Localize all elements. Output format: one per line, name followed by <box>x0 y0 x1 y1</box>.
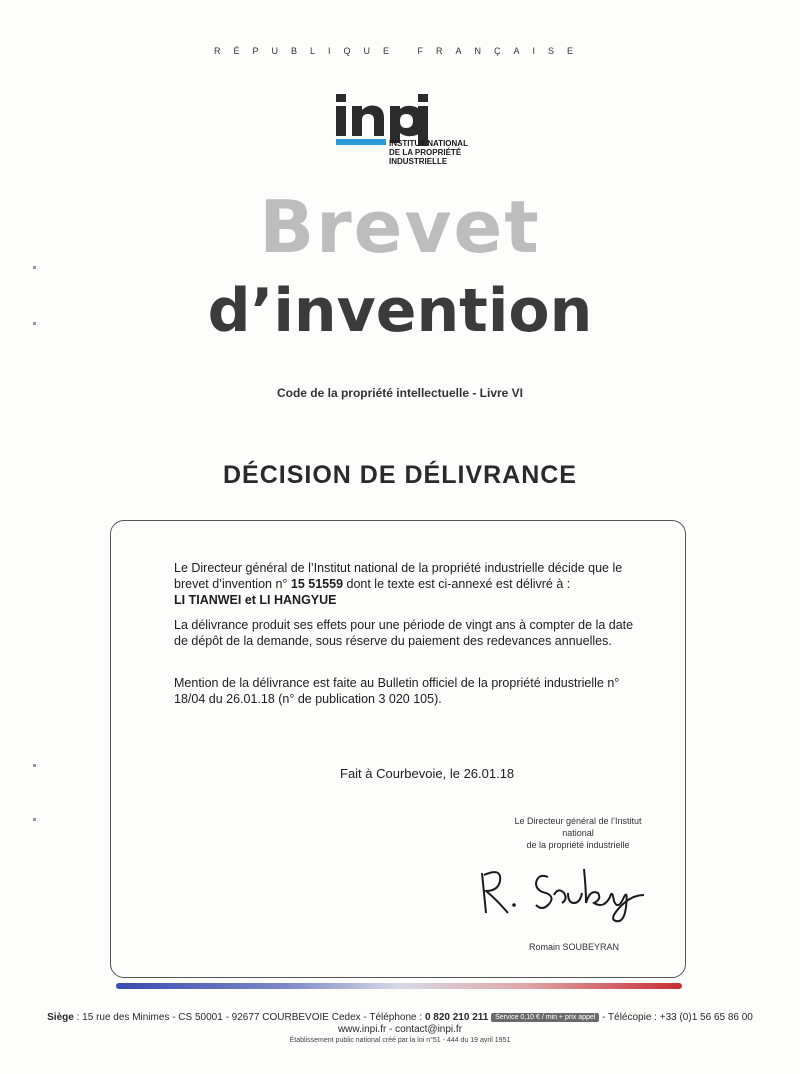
logo-caption-line-2: DE LA PROPRIÉTÉ <box>389 148 462 157</box>
patent-number: 15 51559 <box>290 577 344 591</box>
title-invention: d’invention <box>207 276 593 346</box>
director-title-line-1: Le Directeur général de l’Institut national <box>514 816 642 838</box>
footer-address-text: : 15 rue des Minimes - CS 50001 - 92677 COURBEVOIE Cedex - Téléphone : <box>73 1012 425 1023</box>
inpi-logo-caption <box>389 139 468 166</box>
patent-holders: LI TIANWEI et LI HANGYUE <box>174 593 337 607</box>
scan-mark <box>33 764 36 767</box>
decision-paragraph-2: La délivrance produit ses effets pour une période de vingt ans à compter de la date de dépôt de la demande, sous réserve du paiement des redevances annuelles. <box>174 618 634 648</box>
republique-francaise-header: RÉPUBLIQUE FRANÇAISE <box>213 46 587 56</box>
decision-text-a: Le Directeur général de l’Institut national de la propriété industrielle décide que le brevet d’invention n° <box>174 561 623 591</box>
director-title <box>498 815 658 851</box>
scan-mark <box>33 818 36 821</box>
footer-fax: - Télécopie : +33 (0)1 56 65 86 00 <box>599 1012 753 1023</box>
footer-siege-label: Siège <box>47 1012 74 1023</box>
decision-paragraph-1 <box>174 560 640 608</box>
director-title-line-2: de la propriété industrielle <box>526 840 630 850</box>
footer-phone: 0 820 210 211 <box>424 1012 489 1023</box>
footer-web-contact: www.inpi.fr - contact@inpi.fr <box>337 1024 463 1035</box>
footer-legal-note: Établissement public national créé par la loi n°51 - 444 du 19 avril 1951 <box>289 1037 511 1044</box>
footer-address <box>0 1012 800 1023</box>
decision-heading: DÉCISION DE DÉLIVRANCE <box>223 461 577 489</box>
scan-mark <box>33 266 36 269</box>
logo-caption-line-1: INSTITUT NATIONAL <box>389 139 468 148</box>
title-brevet: Brevet <box>259 185 541 269</box>
logo-caption-line-3: INDUSTRIELLE <box>389 157 448 166</box>
footer-service-badge: Service 0,10 € / min + prix appel <box>491 1013 599 1022</box>
tricolor-ribbon <box>116 983 682 989</box>
decision-text-b: dont le texte est ci-annexé est délivré à : <box>343 577 571 591</box>
signer-name: Romain SOUBEYRAN <box>528 942 620 952</box>
code-reference: Code de la propriété intellectuelle - Livre VI <box>276 386 524 400</box>
handwritten-signature <box>472 855 652 925</box>
place-and-date: Fait à Courbevoie, le 26.01.18 <box>340 766 515 781</box>
decision-paragraph-3: Mention de la délivrance est faite au Bulletin officiel de la propriété industrielle n° 18/04 du 26.01.18 (n° de publication 3 020 105). <box>174 676 620 706</box>
scan-mark <box>33 322 36 325</box>
